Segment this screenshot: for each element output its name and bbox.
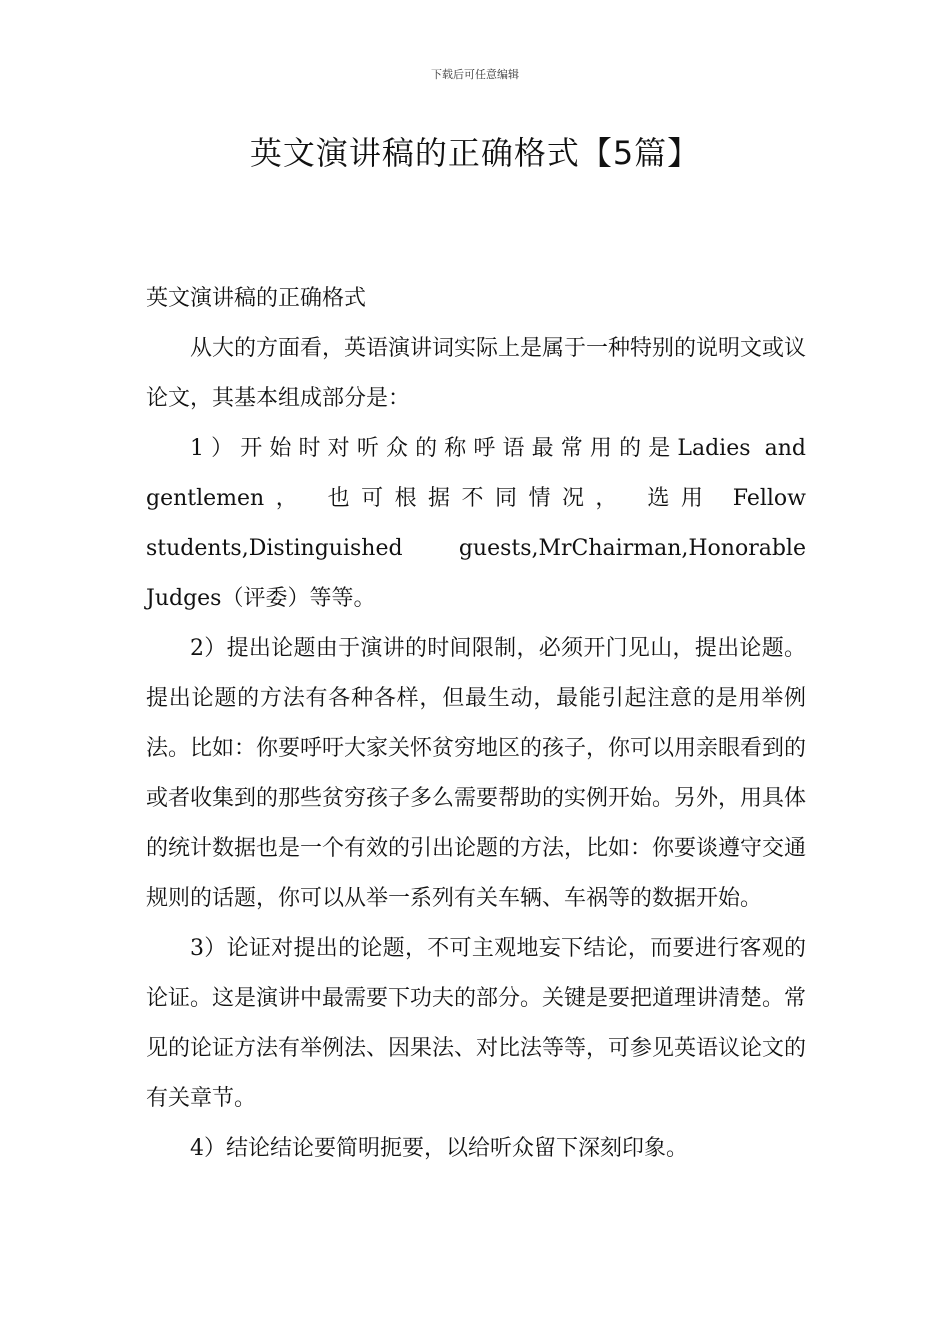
paragraph-intro: 从大的方面看，英语演讲词实际上是属于一种特别的说明文或议论文，其基本组成部分是： [146,336,807,411]
page-header-note: 下载后可任意编辑 [431,68,519,81]
paragraph-point-1: 1）开始时对听众的称呼语最常用的是Ladies and gentlemen， 也可根据不同情况， 选用 Fellow students,Distinguished guests,MrChairman,Honorable Judges（评委）等等。 [146,436,806,611]
paragraph-point-2: 2）提出论题由于演讲的时间限制，必须开门见山，提出论题。提出论题的方法有各种各样，但最生动，最能引起注意的是用举例法。比如：你要呼吁大家关怀贫穷地区的孩子，你可以用亲眼看到的或者收集到的那些贫穷孩子多么需要帮助的实例开始。另外，用具体的统计数据也是一个有效的引出论题的方法，比如：你要谈遵守交通规则的话题，你可以从举一系列有关车辆、车祸等的数据开始。 [146,636,807,911]
document-body [146,274,806,1174]
document-subheading: 英文演讲稿的正确格式 [146,286,367,311]
document-title: 英文演讲稿的正确格式【5篇】 [249,134,701,172]
paragraph-point-3: 3）论证对提出的论题，不可主观地妄下结论，而要进行客观的论证。这是演讲中最需要下功夫的部分。关键是要把道理讲清楚。常见的论证方法有举例法、因果法、对比法等等，可参见英语议论文的有关章节。 [146,936,807,1111]
paragraph-point-4: 4）结论结论要简明扼要，以给听众留下深刻印象。 [190,1136,688,1161]
